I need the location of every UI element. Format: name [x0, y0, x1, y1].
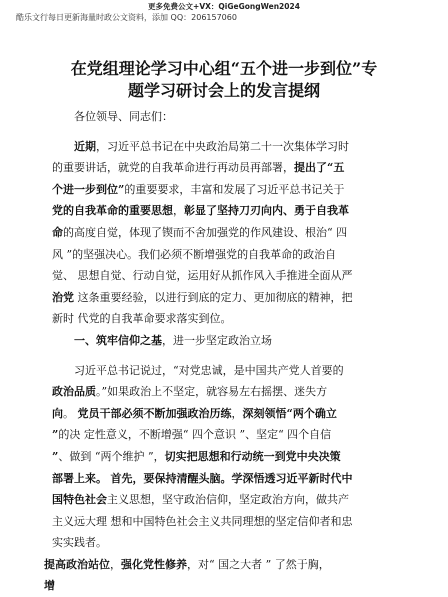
page-title — [40, 58, 408, 102]
p2-l5-bold-2: 切实把思想和行动统一到党中央决策 — [164, 449, 341, 463]
p3-l1-normal: ， — [110, 557, 121, 571]
paragraph-2-line-2 — [52, 381, 398, 403]
p1-l8-bold: 治党 — [52, 290, 74, 304]
paragraph-1-line-1 — [52, 136, 398, 158]
p1-l9: 新时 代党的自我革命要求落实到位。 — [52, 312, 232, 326]
p3-l1-bold-1: 提高政治站位 — [44, 557, 110, 571]
p1-l3-bold: 个进一步到位” — [52, 182, 125, 196]
p2-l1: 习近平总书记说过，“对党忠诚，是中国共产党人首要的 — [74, 363, 344, 377]
document-body — [44, 106, 398, 597]
p2-l7-bold: 国特色社会 — [52, 493, 107, 507]
paragraph-1-line-3 — [52, 179, 398, 201]
paragraph-2-line-3 — [52, 403, 398, 425]
top-note: 酷乐文行每日更新海量时政公文资料，添加 QQ：206157060 — [16, 13, 237, 22]
p1-l8-rest: 这条重要经验，以进行到底的定力、更加彻底的精神，把 — [74, 290, 353, 304]
p1-l4-normal: ， — [173, 204, 184, 218]
p2-l3-normal-2: ， — [231, 406, 243, 420]
p3-l1-rest: ，对“ 国之大者 ” 了然于胸， — [187, 557, 330, 571]
title-line-2: 题学习研讨会上的发言提纲 — [127, 81, 320, 100]
p2-l6-bold-1: 部署上来。 — [52, 471, 107, 485]
p2-l9: 实实践者。 — [52, 536, 107, 550]
p2-l7-rest: 主义思想，坚守政治信仰，坚定政治方向，做共产 — [107, 493, 349, 507]
paragraph-1-line-5 — [52, 222, 398, 244]
p3-l1-bold-2: 强化党性修养 — [121, 557, 187, 571]
p2-l3-bold-2: 党员干部必须不断加强政治历练 — [77, 406, 232, 420]
p1-l7: 觉、 思想自觉、行动自觉，运用好从抓作风入手推进全面从严 — [52, 269, 353, 283]
section-heading-1 — [52, 330, 398, 352]
p1-l1-bold: 近期 — [74, 139, 96, 153]
p2-l4-bold: ” — [52, 428, 59, 442]
p1-l4-bold-1: 党的自我革命的重要思想 — [52, 204, 173, 218]
p1-l5-rest: 的高度自觉，体现了锲而不舍加强党的作风建设、根治“ 四 — [63, 225, 348, 239]
p1-l1-rest: ，习近平总书记在中央政治局第二十一次集体学习时 — [96, 139, 349, 153]
p2-l2-rest: 。”如果政治上不坚定，就容易左右摇摆、迷失方 — [96, 385, 328, 399]
p1-l3-rest: 的重要要求，丰富和发展了习近平总书记关于 — [124, 182, 345, 196]
paragraph-3-line-2 — [44, 575, 398, 597]
p1-l4-bold-2: 彰显了坚持刀刃向内、勇于自我革 — [184, 204, 349, 218]
p2-l3-bold-3: 深刻领悟“两个确立 — [242, 406, 337, 420]
p2-l6-bold-2: 首先，要保持清醒头脑。学深悟透习近平新时代中 — [110, 471, 353, 485]
paragraph-2-line-7 — [52, 489, 398, 511]
greeting — [52, 106, 398, 128]
paragraph-3-line-1 — [44, 554, 398, 576]
p1-l2-normal: 的重要讲话，就党的自我革命进行再动员再部署， — [52, 161, 294, 175]
p2-l5-normal: 、做到 “两个维护 ”， — [58, 449, 165, 463]
top-banner: 更多免费公文+VX：QiGeGongWen2024 — [148, 2, 300, 11]
paragraph-2-line-6 — [52, 468, 398, 490]
paragraph-1-line-8 — [52, 287, 398, 309]
greeting-text: 各位领导、同志们： — [74, 110, 173, 123]
h1-bold: 一、筑牢信仰之基 — [74, 333, 162, 347]
h1-rest: ，进一步坚定政治立场 — [162, 333, 272, 347]
paragraph-1-line-9 — [52, 308, 398, 330]
paragraph-1-line-4 — [52, 200, 398, 222]
paragraph-1-line-2 — [52, 157, 398, 179]
p2-l3-normal-1: 。 — [63, 406, 78, 420]
p2-l8: 主义远大理 想和中国特色社会主义共同理想的坚定信仰者和忠 — [52, 514, 353, 528]
p1-l5-bold: 命 — [52, 225, 63, 239]
p3-l2: 增 — [44, 579, 55, 593]
p2-l3-bold-1: 向 — [52, 406, 63, 420]
p1-l2-bold: 提出了“五 — [294, 161, 345, 175]
paragraph-2-line-5 — [52, 446, 398, 468]
p2-l2-bold: 政治品质 — [52, 385, 96, 399]
paragraph-2-line-8 — [52, 511, 398, 533]
p1-l6: 风 ”的坚强决心。我们必须不断增强党的自我革命的政治自 — [52, 247, 337, 261]
paragraph-2-line-9 — [52, 532, 398, 554]
paragraph-2-line-1 — [52, 360, 398, 382]
paragraph-2-line-4 — [52, 424, 398, 446]
title-line-1: 在党组理论学习中心组“五个进一步到位”专 — [70, 59, 378, 78]
paragraph-1-line-6 — [52, 244, 398, 266]
p2-l5-bold-1: ” — [52, 449, 59, 463]
p2-l4-rest: 的决 定性意义，不断增强“ 四个意识 ”、坚定“ 四个自信 — [58, 428, 332, 442]
paragraph-1-line-7 — [52, 265, 398, 287]
